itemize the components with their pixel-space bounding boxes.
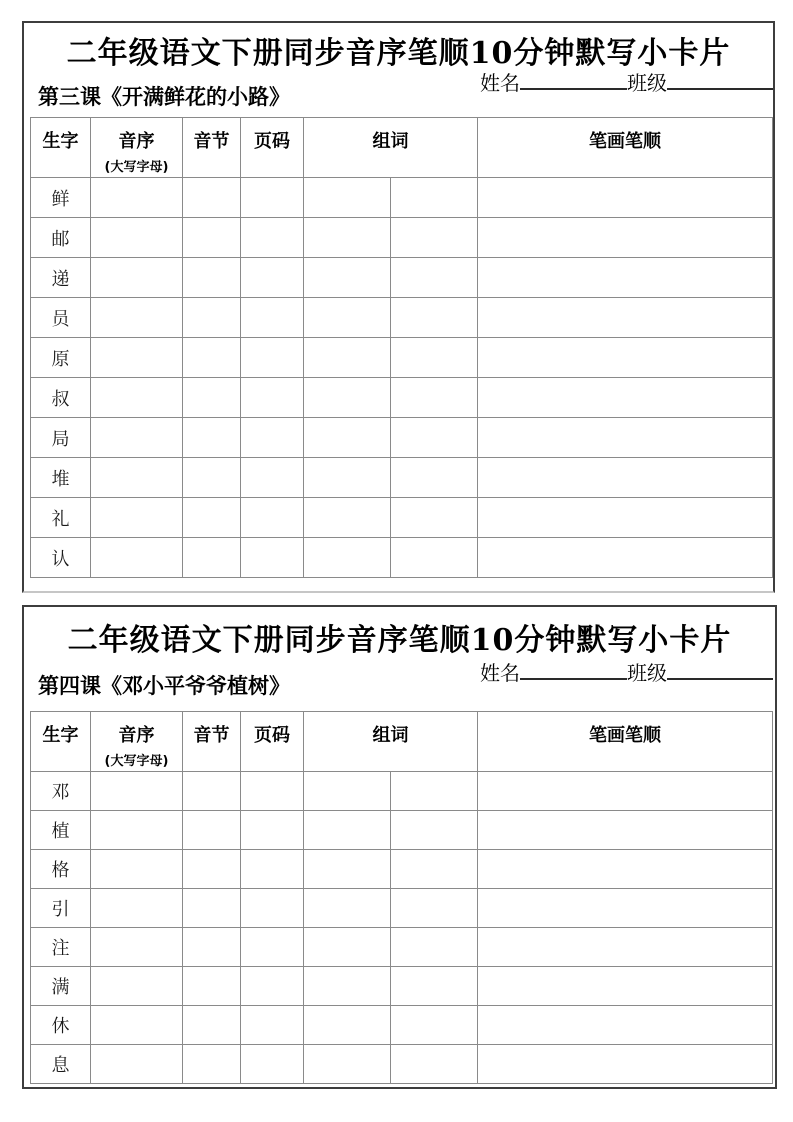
phonetic-order-cell: [91, 1006, 183, 1045]
stroke-order-cell: [478, 418, 773, 458]
word-groups-cell-2: [391, 928, 478, 967]
word-groups-cell-1: [304, 418, 391, 458]
character-cell: 认: [31, 538, 91, 578]
syllable-cell: [183, 338, 241, 378]
phonetic-order-cell: [91, 772, 183, 811]
phonetic-order-cell: [91, 418, 183, 458]
page-number-cell: [241, 772, 304, 811]
word-groups-cell-2: [391, 811, 478, 850]
phonetic-order-cell: [91, 967, 183, 1006]
page-number-cell: [241, 811, 304, 850]
word-groups-cell-1: [304, 498, 391, 538]
stroke-order-cell: [478, 772, 773, 811]
worksheet-card-lesson-3: [22, 21, 775, 593]
word-groups-cell-2: [391, 967, 478, 1006]
character-cell: 员: [31, 298, 91, 338]
vocab-table: [30, 117, 773, 578]
stroke-order-cell: [478, 889, 773, 928]
word-groups-cell-2: [391, 418, 478, 458]
stroke-order-cell: [478, 178, 773, 218]
phonetic-order-label: 音序: [118, 131, 155, 152]
word-groups-cell-1: [304, 850, 391, 889]
stroke-order-cell: [478, 458, 773, 498]
column-header-syllable: 音节: [183, 712, 241, 772]
vocab-row: [31, 298, 773, 338]
column-header-word-groups: 组词: [304, 712, 478, 772]
word-groups-cell-2: [391, 338, 478, 378]
page-number-cell: [241, 458, 304, 498]
word-groups-cell-1: [304, 967, 391, 1006]
phonetic-order-cell: [91, 458, 183, 498]
phonetic-order-cell: [91, 1045, 183, 1084]
syllable-cell: [183, 1006, 241, 1045]
phonetic-order-cell: [91, 378, 183, 418]
syllable-cell: [183, 498, 241, 538]
page-number-cell: [241, 850, 304, 889]
word-groups-cell-2: [391, 298, 478, 338]
word-groups-cell-1: [304, 458, 391, 498]
name-label: 姓名: [480, 71, 520, 95]
column-header-word-groups: 组词: [304, 118, 478, 178]
syllable-cell: [183, 218, 241, 258]
stroke-order-cell: [478, 928, 773, 967]
word-groups-cell-1: [304, 1045, 391, 1084]
page-number-cell: [241, 538, 304, 578]
character-cell: 邓: [31, 772, 91, 811]
page-number-cell: [241, 418, 304, 458]
phonetic-order-cell: [91, 218, 183, 258]
word-groups-cell-2: [391, 498, 478, 538]
phonetic-order-cell: [91, 338, 183, 378]
class-blank-line: [667, 70, 773, 90]
vocab-row: [31, 1045, 773, 1084]
column-header-character: 生字: [31, 118, 91, 178]
syllable-cell: [183, 1045, 241, 1084]
page-number-cell: [241, 258, 304, 298]
syllable-cell: [183, 850, 241, 889]
word-groups-cell-2: [391, 538, 478, 578]
vocab-row: [31, 1006, 773, 1045]
vocab-row: [31, 811, 773, 850]
table-header-row: [31, 118, 773, 178]
word-groups-cell-2: [391, 378, 478, 418]
word-groups-cell-2: [391, 772, 478, 811]
page-number-cell: [241, 218, 304, 258]
phonetic-order-cell: [91, 811, 183, 850]
word-groups-cell-2: [391, 458, 478, 498]
word-groups-cell-1: [304, 538, 391, 578]
word-groups-cell-1: [304, 378, 391, 418]
word-groups-cell-1: [304, 218, 391, 258]
word-groups-cell-1: [304, 298, 391, 338]
character-cell: 原: [31, 338, 91, 378]
page-number-cell: [241, 338, 304, 378]
stroke-order-cell: [478, 850, 773, 889]
name-blank-line: [520, 660, 627, 680]
column-header-page-number: 页码: [241, 118, 304, 178]
page-number-cell: [241, 378, 304, 418]
syllable-cell: [183, 378, 241, 418]
vocab-row: [31, 258, 773, 298]
column-header-character: 生字: [31, 712, 91, 772]
vocab-row: [31, 928, 773, 967]
syllable-cell: [183, 538, 241, 578]
phonetic-order-cell: [91, 928, 183, 967]
stroke-order-cell: [478, 811, 773, 850]
syllable-cell: [183, 772, 241, 811]
stroke-order-cell: [478, 218, 773, 258]
phonetic-order-cell: [91, 298, 183, 338]
vocab-row: [31, 967, 773, 1006]
syllable-cell: [183, 928, 241, 967]
word-groups-cell-2: [391, 258, 478, 298]
name-class-line: [480, 67, 773, 96]
word-groups-cell-1: [304, 889, 391, 928]
phonetic-order-cell: [91, 258, 183, 298]
phonetic-order-cell: [91, 178, 183, 218]
lesson-title: 第三课《开满鲜花的小路》: [38, 85, 290, 109]
character-cell: 鲜: [31, 178, 91, 218]
phonetic-order-cell: [91, 538, 183, 578]
word-groups-cell-2: [391, 889, 478, 928]
stroke-order-cell: [478, 258, 773, 298]
column-header-phonetic-order: [91, 712, 183, 772]
name-label: 姓名: [480, 661, 520, 685]
stroke-order-cell: [478, 338, 773, 378]
vocab-row: [31, 178, 773, 218]
character-cell: 引: [31, 889, 91, 928]
page-number-cell: [241, 1006, 304, 1045]
stroke-order-cell: [478, 1045, 773, 1084]
column-header-stroke-order: 笔画笔顺: [478, 712, 773, 772]
character-cell: 息: [31, 1045, 91, 1084]
character-cell: 格: [31, 850, 91, 889]
syllable-cell: [183, 418, 241, 458]
page-number-cell: [241, 889, 304, 928]
vocab-row: [31, 378, 773, 418]
lesson-title: 第四课《邓小平爷爷植树》: [38, 674, 290, 698]
word-groups-cell-1: [304, 178, 391, 218]
character-cell: 休: [31, 1006, 91, 1045]
class-blank-line: [667, 660, 773, 680]
character-cell: 注: [31, 928, 91, 967]
name-blank-line: [520, 70, 627, 90]
class-label: 班级: [627, 71, 667, 95]
word-groups-cell-2: [391, 850, 478, 889]
syllable-cell: [183, 967, 241, 1006]
vocab-row: [31, 772, 773, 811]
stroke-order-cell: [478, 967, 773, 1006]
syllable-cell: [183, 811, 241, 850]
page-number-cell: [241, 498, 304, 538]
word-groups-cell-1: [304, 928, 391, 967]
phonetic-order-note: (大写字母): [104, 754, 169, 769]
character-cell: 礼: [31, 498, 91, 538]
page-number-cell: [241, 298, 304, 338]
worksheet-card-lesson-4: [22, 605, 777, 1089]
page-number-cell: [241, 967, 304, 1006]
syllable-cell: [183, 889, 241, 928]
vocab-row: [31, 218, 773, 258]
stroke-order-cell: [478, 538, 773, 578]
phonetic-order-cell: [91, 498, 183, 538]
column-header-phonetic-order: [91, 118, 183, 178]
class-label: 班级: [627, 661, 667, 685]
word-groups-cell-1: [304, 1006, 391, 1045]
page-number-cell: [241, 928, 304, 967]
word-groups-cell-1: [304, 772, 391, 811]
column-header-syllable: 音节: [183, 118, 241, 178]
table-header-row: [31, 712, 773, 772]
vocab-row: [31, 338, 773, 378]
vocab-table: [30, 711, 773, 1084]
word-groups-cell-2: [391, 1045, 478, 1084]
character-cell: 满: [31, 967, 91, 1006]
page-number-cell: [241, 178, 304, 218]
word-groups-cell-1: [304, 258, 391, 298]
phonetic-order-cell: [91, 850, 183, 889]
character-cell: 植: [31, 811, 91, 850]
character-cell: 局: [31, 418, 91, 458]
word-groups-cell-2: [391, 178, 478, 218]
character-cell: 邮: [31, 218, 91, 258]
phonetic-order-note: (大写字母): [104, 160, 169, 175]
word-groups-cell-2: [391, 218, 478, 258]
card-title: 二年级语文下册同步音序笔顺10分钟默写小卡片: [67, 623, 732, 658]
vocab-row: [31, 458, 773, 498]
syllable-cell: [183, 258, 241, 298]
word-groups-cell-2: [391, 1006, 478, 1045]
name-class-line: [480, 657, 773, 686]
stroke-order-cell: [478, 1006, 773, 1045]
column-header-page-number: 页码: [241, 712, 304, 772]
page-number-cell: [241, 1045, 304, 1084]
column-header-stroke-order: 笔画笔顺: [478, 118, 773, 178]
vocab-row: [31, 889, 773, 928]
vocab-row: [31, 418, 773, 458]
stroke-order-cell: [478, 498, 773, 538]
vocab-row: [31, 538, 773, 578]
syllable-cell: [183, 298, 241, 338]
character-cell: 叔: [31, 378, 91, 418]
stroke-order-cell: [478, 298, 773, 338]
syllable-cell: [183, 458, 241, 498]
phonetic-order-cell: [91, 889, 183, 928]
stroke-order-cell: [478, 378, 773, 418]
character-cell: 堆: [31, 458, 91, 498]
word-groups-cell-1: [304, 338, 391, 378]
vocab-row: [31, 850, 773, 889]
phonetic-order-label: 音序: [118, 725, 155, 746]
syllable-cell: [183, 178, 241, 218]
character-cell: 递: [31, 258, 91, 298]
vocab-row: [31, 498, 773, 538]
card-title: 二年级语文下册同步音序笔顺10分钟默写小卡片: [66, 36, 731, 71]
word-groups-cell-1: [304, 811, 391, 850]
